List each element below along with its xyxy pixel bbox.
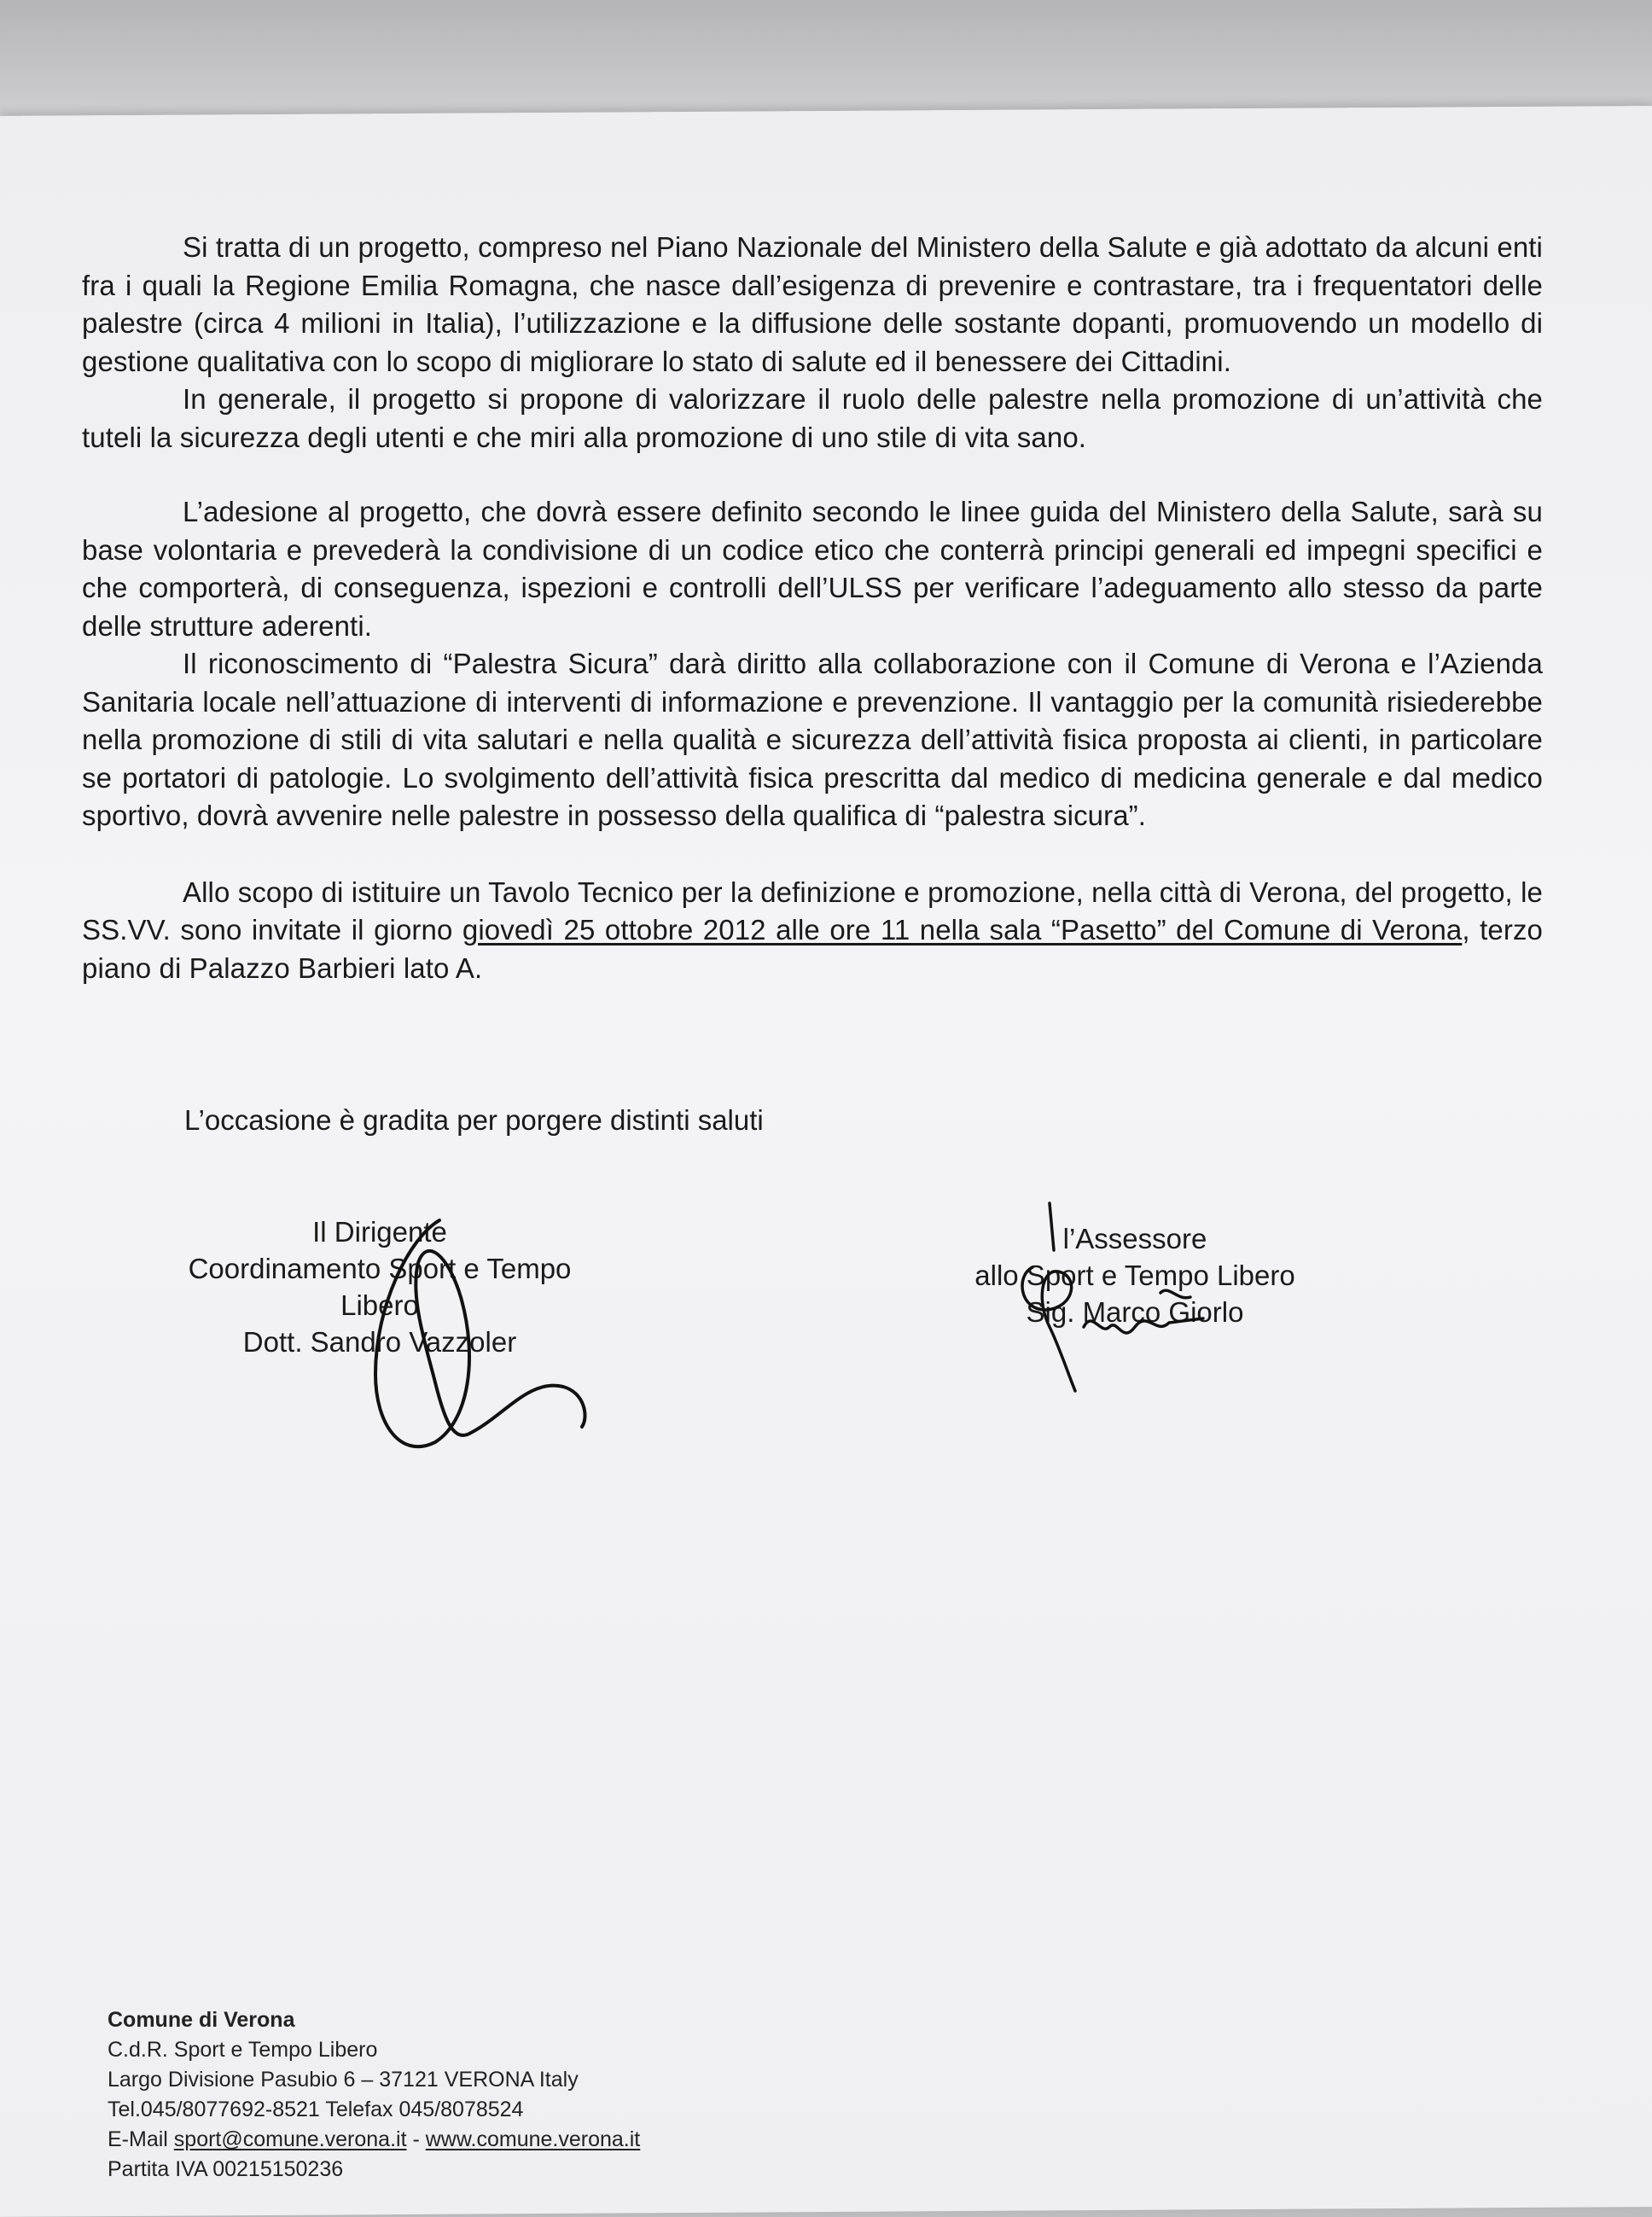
paragraph-general: In generale, il progetto si propone di valorizzare il ruolo delle palestre nella promozione di un’attività che tuteli la sicurezza degli utenti e che miri alla promozione di uno stile di vita sano. — [82, 383, 1543, 453]
footer-department: C.d.R. Sport e Tempo Libero — [108, 2038, 378, 2062]
footer-email-label: E-Mail — [108, 2127, 174, 2151]
paragraph-spacer — [82, 835, 1543, 874]
paragraph-meeting — [82, 874, 1543, 988]
meeting-intro: Allo scopo di istituire un Tavolo Tecnico per la definizione e promozione, nella città di Verona, del progetto, le SS.VV. sono invitate il giorno — [82, 876, 1543, 946]
signature-block-assessore — [956, 1220, 1314, 1330]
footer-address: Largo Divisione Pasubio 6 – 37121 VERONA Italy — [108, 2068, 579, 2092]
letterhead-footer — [108, 2005, 640, 2185]
footer-vat: Partita IVA 00215150236 — [108, 2157, 344, 2181]
footer-separator: - — [406, 2127, 426, 2151]
signature-role: Coordinamento Sport e Tempo Libero — [188, 1253, 572, 1321]
footer-organization: Comune di Verona — [108, 2008, 295, 2032]
signature-title: l’Assessore — [1062, 1223, 1207, 1254]
signature-name: Sig. Marco Giorlo — [1026, 1296, 1244, 1328]
footer-contacts — [108, 2125, 640, 2155]
footer-email-link[interactable]: sport@comune.verona.it — [173, 2127, 407, 2151]
paragraph-adhesion: L’adesione al progetto, che dovrà essere definito secondo le linee guida del Ministero della Salute, sarà su base volontaria e prevederà la condivisione di un codice etico che conterrà principi generali ed impegni specifici e che comporterà, di conseguenza, ispezioni e controlli dell’ULSS per verificare l’adeguamento allo stesso da parte delle strutture aderenti. — [82, 496, 1543, 642]
paragraph-project: Si tratta di un progetto, compreso nel Piano Nazionale del Ministero della Salute e già adottato da alcuni enti fra i quali la Regione Emilia Romagna, che nasce dall’esigenza di prevenire e contrastare, tra i frequentatori delle palestre (circa 4 milioni in Italia), l’utilizzazione e la diffusione delle sostante dopanti, promuovendo un modello di gestione qualitativa con lo scopo di migliorare lo stato di salute ed il benessere dei Cittadini. — [82, 231, 1543, 377]
paragraph-spacer — [82, 457, 1543, 493]
footer-website-link[interactable]: www.comune.verona.it — [425, 2127, 641, 2151]
meeting-date-location: giovedì 25 ottobre 2012 alle ore 11 nella sala “Pasetto” del Comune di Verona — [462, 914, 1463, 946]
letter-body — [82, 229, 1543, 987]
footer-phone: Tel.045/8077692-8521 Telefax 045/8078524 — [108, 2098, 524, 2121]
signature-title: Il Dirigente — [312, 1216, 447, 1248]
desk-background — [0, 0, 1652, 119]
signature-block-dirigente — [171, 1213, 589, 1360]
meeting-outro: , terzo piano di Palazzo Barbieri lato A. — [82, 914, 1543, 984]
closing-salutation: L’occasione è gradita per porgere distinti saluti — [184, 1104, 764, 1136]
paragraph-recognition: Il riconoscimento di “Palestra Sicura” darà diritto alla collaborazione con il Comune di Verona e l’Azienda Sanitaria locale nell’attuazione di interventi di informazione e prevenzione. Il vantaggio per la comunità risiederebbe nella promozione di stili di vita salutari e nella qualità e sicurezza dell’attività fisica proposta ai clienti, in particolare se portatori di patologie. Lo svolgimento dell’attività fisica prescritta dal medico di medicina generale e dal medico sportivo, dovrà avvenire nelle palestre in possesso della qualifica di “palestra sicura”. — [82, 648, 1543, 831]
signature-name: Dott. Sandro Vazzoler — [242, 1326, 517, 1358]
signature-role: allo Sport e Tempo Libero — [974, 1260, 1295, 1291]
